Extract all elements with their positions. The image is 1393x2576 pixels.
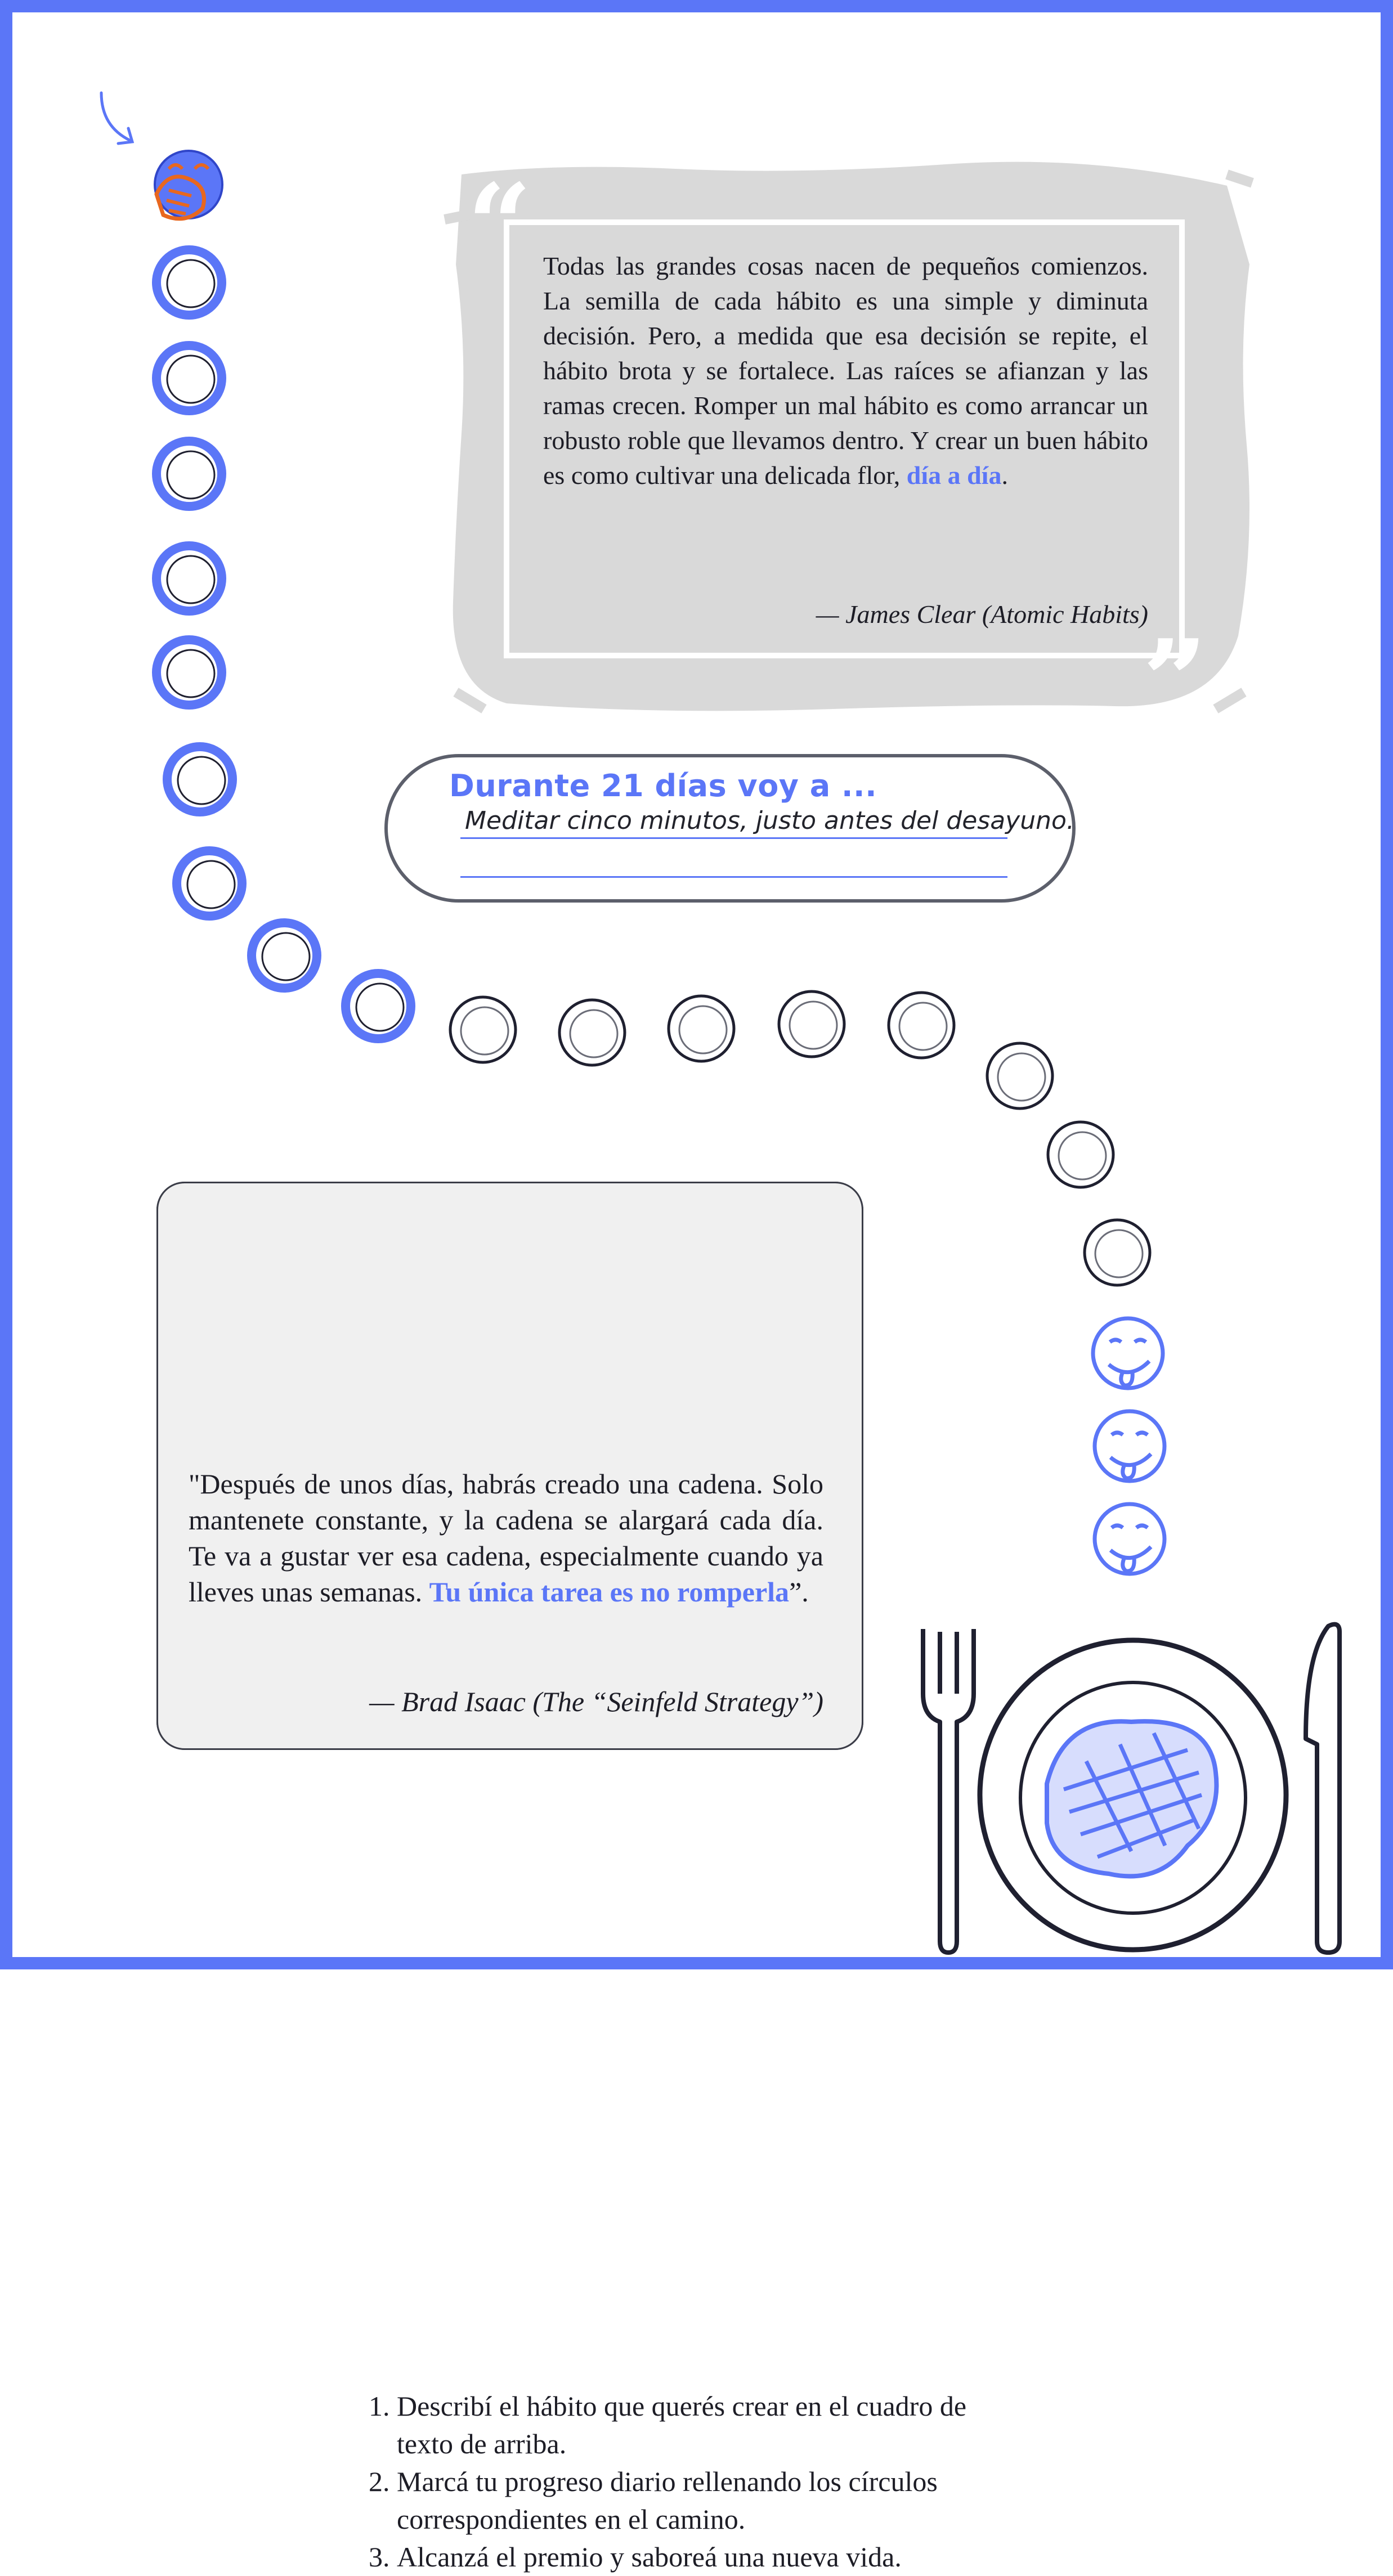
quote-attribution: — James Clear (Atomic Habits) xyxy=(816,600,1148,629)
knife-icon xyxy=(1306,1624,1340,1953)
day-circle[interactable] xyxy=(1048,1122,1113,1187)
day-circle[interactable] xyxy=(450,997,516,1062)
day-circle[interactable] xyxy=(1085,1220,1150,1285)
day-circle[interactable] xyxy=(669,996,734,1061)
day-circle-completed[interactable] xyxy=(156,345,222,411)
day-circle-completed[interactable] xyxy=(252,923,317,988)
day-circle-completed[interactable] xyxy=(346,973,411,1039)
day-circle[interactable] xyxy=(779,991,844,1057)
day-circle[interactable] xyxy=(559,1000,625,1065)
drooling-emoji-icon[interactable] xyxy=(1093,1318,1163,1388)
instruction-step-2: 2. Marcá tu progreso diario rellenando los círculos correspondientes en el camino. xyxy=(397,2463,1005,2538)
drooling-emoji-icon[interactable] xyxy=(1095,1504,1164,1574)
day-circle-completed[interactable] xyxy=(177,851,242,916)
instructions-list xyxy=(361,2387,1005,2576)
day-circle-completed[interactable] xyxy=(156,546,222,611)
day-circle[interactable] xyxy=(889,993,954,1058)
commitment-input[interactable]: Meditar cinco minutos, justo antes del desayuno. xyxy=(465,806,1074,835)
quote-text: Todas las grandes cosas nacen de pequeños comienzos. La semilla de cada hábito es una simple y diminuta decisión. Pero, a medida que esa decisión se repite, el hábito brota y se fortalece. Las raíces se afianzan y las ramas crecen. Romper un mal hábito es como arrancar un robusto roble que llevamos dentro. Y crear un buen hábito es como cultivar una delicada flor, día a día. xyxy=(543,252,1148,490)
day-circle-completed[interactable] xyxy=(156,441,222,506)
reward-dish-illustration xyxy=(895,1609,1373,1955)
instruction-step-1: 1. Describí el hábito que querés crear en el cuadro de texto de arriba. xyxy=(397,2387,1005,2463)
day-circle-completed[interactable] xyxy=(156,250,222,315)
day-circle-completed[interactable] xyxy=(156,640,222,705)
commitment-title: Durante 21 días voy a ... xyxy=(449,768,877,804)
close-quote-icon: ” xyxy=(1143,615,1208,720)
arrow-icon xyxy=(101,93,132,143)
day-circle[interactable] xyxy=(987,1043,1052,1109)
day-circle-completed[interactable] xyxy=(167,747,232,812)
steak-icon xyxy=(1047,1721,1216,1876)
seinfeld-quote: "Después de unos días, habrás creado una cadena. Solo mantenete constante, y la cadena se alargará cada día. Te va a gustar ver esa cadena, especialmente cuando ya lleves unas semanas. Tu única tarea es no romperla”. xyxy=(189,1468,823,1608)
seinfeld-highlight: Tu única tarea es no romperla xyxy=(429,1576,790,1608)
instruction-step-3: 3. Alcanzá el premio y saboreá una nueva vida. xyxy=(397,2538,1005,2576)
drooling-emoji-icon[interactable] xyxy=(1095,1411,1164,1481)
fork-icon xyxy=(923,1629,974,1953)
quote-highlight: día a día xyxy=(906,461,1002,490)
laughing-emoji-icon[interactable] xyxy=(155,151,222,219)
seinfeld-attribution: — Brad Isaac (The “Seinfeld Strategy”) xyxy=(369,1686,823,1717)
open-quote-icon: “ xyxy=(467,159,532,291)
